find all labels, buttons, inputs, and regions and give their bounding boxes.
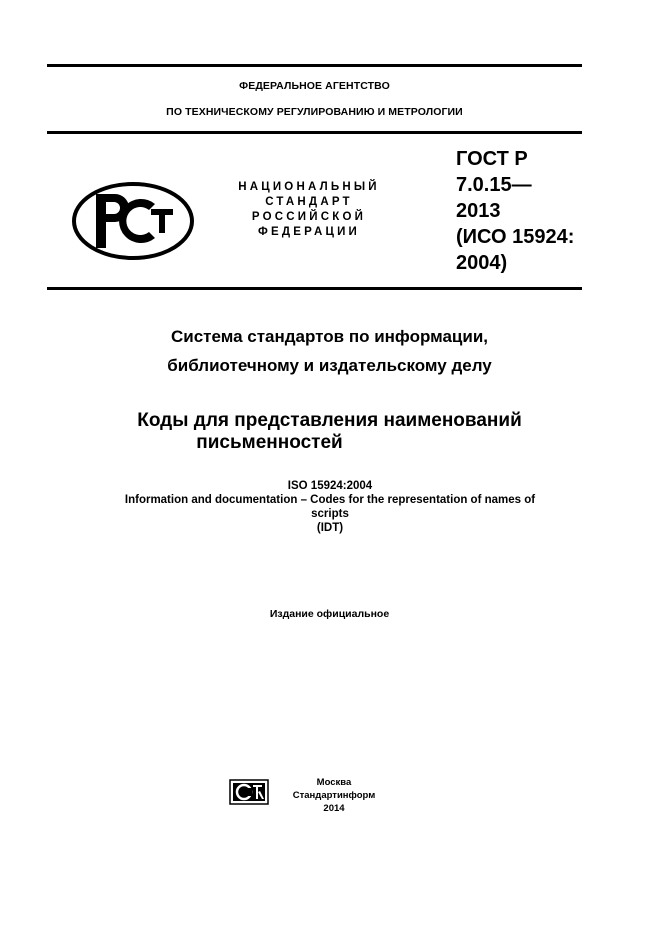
imprint [285, 776, 383, 815]
iso-code: ISO 15924:2004 [287, 480, 373, 492]
iso-title-line-1: Information and documentation – Codes for the representation of names of [124, 494, 536, 506]
standard-designation [456, 146, 586, 276]
edition-label: Издание официальное [269, 608, 390, 620]
imprint-city: Москва [316, 777, 352, 788]
national-standard-label [210, 180, 408, 240]
designation-line: 2004) [456, 252, 508, 274]
designation-line: 2013 [456, 200, 501, 222]
rst-certification-mark-icon [71, 181, 195, 261]
agency-name-line-2: ПО ТЕХНИЧЕСКОМУ РЕГУЛИРОВАНИЮ И МЕТРОЛОГИИ [166, 106, 463, 118]
imprint-publisher: Стандартинформ [292, 790, 376, 801]
iso-reference [80, 479, 580, 535]
designation-line: ГОСТ Р [456, 148, 528, 170]
iso-title-line-2: scripts [311, 508, 349, 520]
agency-name-line-1: ФЕДЕРАЛЬНОЕ АГЕНТСТВО [239, 80, 390, 92]
standard-block-rule [47, 287, 582, 290]
document-title-line-2: письменностей [196, 432, 343, 453]
national-line: НАЦИОНАЛЬНЫЙ [238, 181, 380, 193]
series-title-line-1: Система стандартов по информации, [170, 327, 488, 346]
iso-degree: (IDT) [316, 522, 344, 534]
series-title-line-2: библиотечному и издательскому делу [167, 356, 492, 375]
imprint-year: 2014 [323, 803, 345, 814]
national-line: ФЕДЕРАЦИИ [257, 226, 361, 238]
national-line: СТАНДАРТ [265, 196, 353, 208]
document-title [47, 410, 612, 454]
designation-line: (ИСО 15924: [456, 226, 575, 248]
header-rule [47, 131, 582, 134]
top-rule [47, 64, 582, 67]
national-line: РОССИЙСКОЙ [251, 211, 367, 223]
series-title [47, 322, 612, 380]
document-title-line-1: Коды для представления наименований [137, 410, 522, 431]
designation-line: 7.0.15— [456, 174, 532, 196]
standartinform-logo-icon [229, 779, 269, 805]
